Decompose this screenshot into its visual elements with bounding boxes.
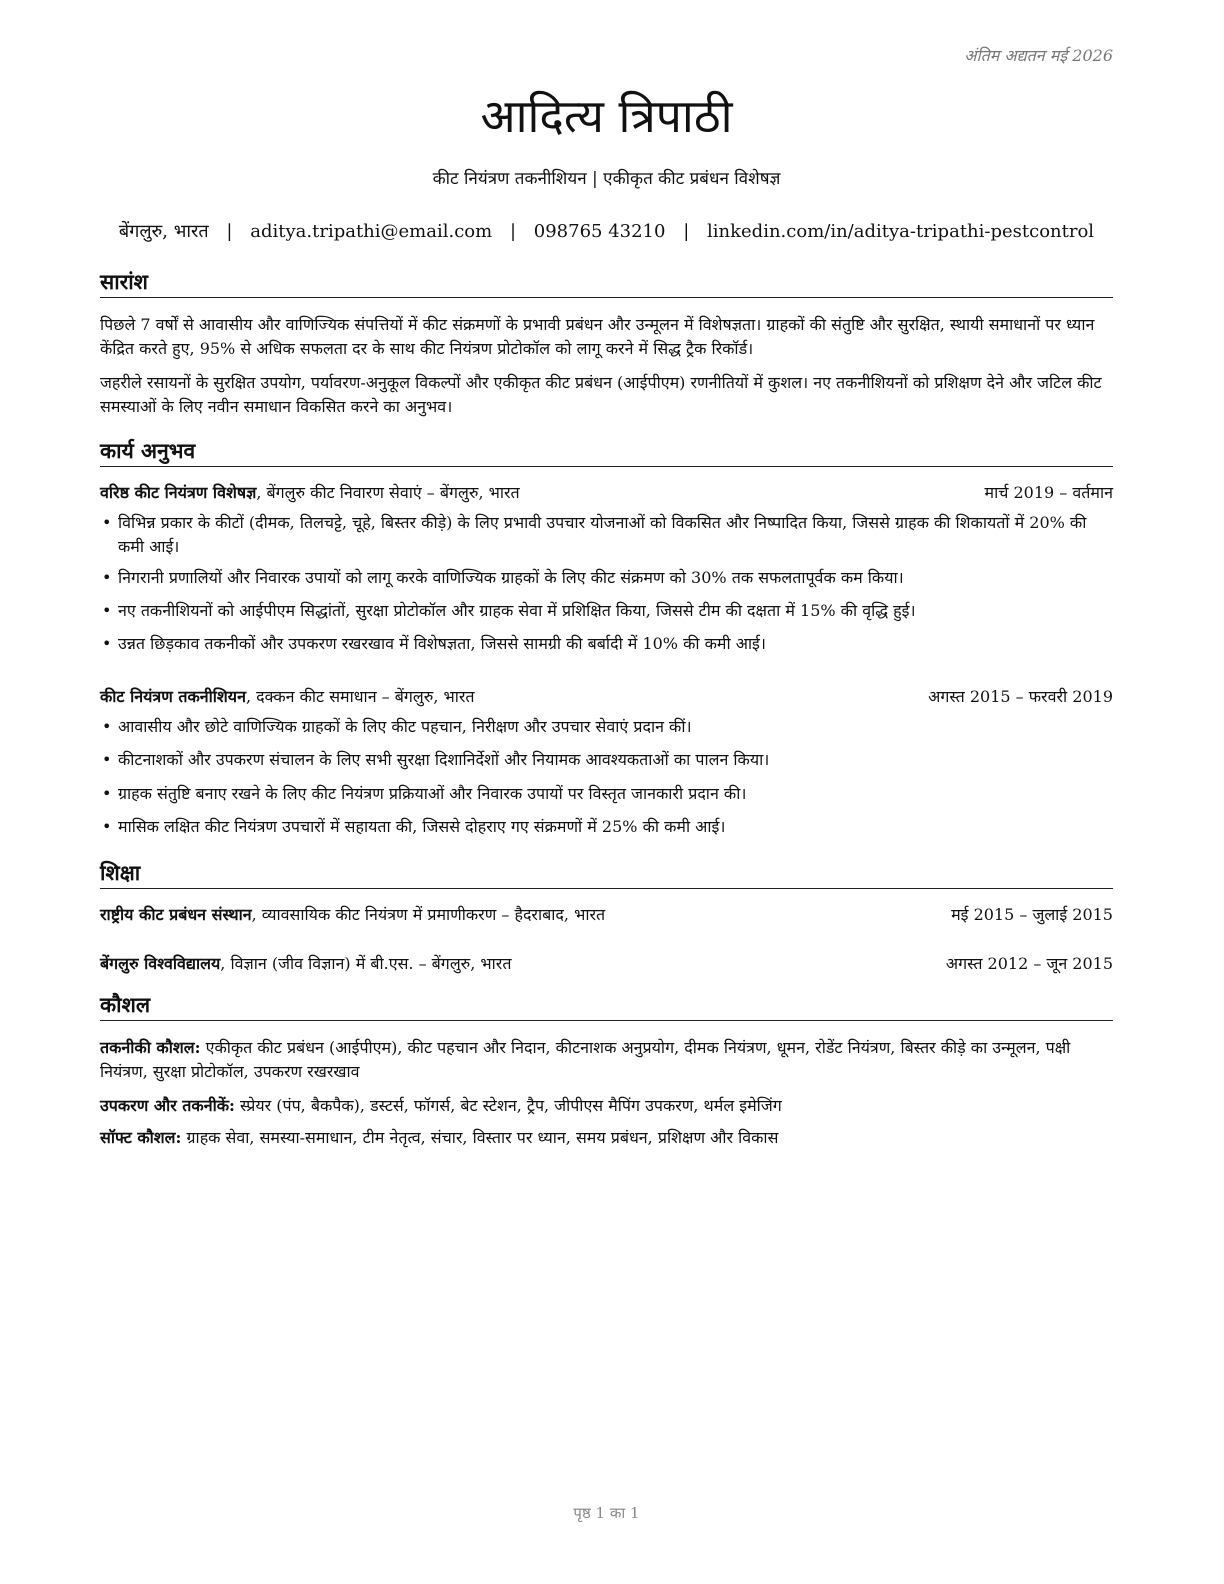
summary-paragraph: जहरीले रसायनों के सुरक्षित उपयोग, पर्यावरण-अनुकूल विकल्पों और एकीकृत कीट प्रबंधन (आईपीएम) रणनीतियों में कुशल। नए तकनीशियनों को प्रशिक्षण देने और जटिल कीट समस्याओं के लिए नवीन समाधान विकसित करने का अनुभव। [100,373,1102,416]
section-title-skills: कौशल [100,992,1113,1021]
bullet-dot: • [102,634,112,653]
education-dates: अगस्त 2012 – जून 2015 [945,954,1113,973]
job-header [100,481,1113,505]
job-bullet: • निगरानी प्रणालियों और निवारक उपायों को लागू करके वाणिज्यिक ग्राहकों के लिए कीट संक्रमण को 30% तक सफलतापूर्वक कम किया। [100,566,1113,590]
contact-email[interactable]: aditya.tripathi@email.com [250,221,493,242]
candidate-name: आदित्य त्रिपाठी [480,89,733,143]
contact-line [100,219,1113,243]
job-bullet: • नए तकनीशियनों को आईपीएम सिद्धांतों, सुरक्षा प्रोटोकॉल और ग्राहक सेवा में प्रशिक्षित किया, जिससे टीम की दक्षता में 15% की वृद्धि हुई। [100,599,1113,623]
contact-separator: | [509,221,517,242]
skill-line [100,1126,1113,1150]
skill-line [100,1036,1113,1084]
contact-linkedin[interactable]: linkedin.com/in/aditya-tripathi-pestcontrol [707,221,1095,242]
education-entry [100,903,1113,927]
contact-phone[interactable]: 098765 43210 [533,221,666,242]
education-detail: , विज्ञान (जीव विज्ञान) में बी.एस. – बेंगलुरु, भारत [220,954,512,973]
bullet-dot: • [102,784,112,803]
contact-separator: | [683,221,690,242]
job-bullet: • कीटनाशकों और उपकरण संचालन के लिए सभी सुरक्षा दिशानिर्देशों और नियामक आवश्यकताओं का पालन किया। [100,748,1113,772]
resume-page [100,0,1113,1584]
education-school: बेंगलुरु विश्वविद्यालय [100,954,221,973]
skill-label: सॉफ्ट कौशल: [100,1128,182,1147]
page-footer: पृष्ठ 1 का 1 [573,1504,640,1522]
skill-value: एकीकृत कीट प्रबंधन (आईपीएम), कीट पहचान और निदान, कीटनाशक अनुप्रयोग, दीमक नियंत्रण, धूमन, रोडेंट नियंत्रण, बिस्तर कीड़े का उन्मूलन, पक्षी नियंत्रण, सुरक्षा प्रोटोकॉल, उपकरण रखरखाव [100,1038,1071,1081]
section-title-summary: सारांश [100,269,1113,298]
education-school: राष्ट्रीय कीट प्रबंधन संस्थान [100,905,252,924]
job-org: , बेंगलुरु कीट निवारण सेवाएं – बेंगलुरु, भारत [256,483,520,502]
job-bullet: • ग्राहक संतुष्टि बनाए रखने के लिए कीट नियंत्रण प्रक्रियाओं और निवारक उपायों पर विस्तृत जानकारी प्रदान की। [100,782,1113,806]
contact-separator: | [226,221,233,242]
bullet-dot: • [102,513,112,532]
job-org: , दक्कन कीट समाधान – बेंगलुरु, भारत [245,687,475,706]
job-header [100,685,1113,709]
section-title-education: शिक्षा [100,860,1113,889]
job-bullet: • उन्नत छिड़काव तकनीकों और उपकरण रखरखाव में विशेषज्ञता, जिससे सामग्री की बर्बादी में 10% की कमी आई। [100,632,1113,656]
candidate-headline: कीट नियंत्रण तकनीशियन | एकीकृत कीट प्रबंधन विशेषज्ञ [432,169,781,189]
summary-paragraph: पिछले 7 वर्षों से आवासीय और वाणिज्यिक संपत्तियों में कीट संक्रमणों के प्रभावी प्रबंधन और उन्मूलन में विशेषज्ञता। ग्राहकों की संतुष्टि और सुरक्षित, स्थायी समाधानों पर ध्यान केंद्रित करते हुए, 95% से अधिक सफलता दर के साथ कीट नियंत्रण प्रोटोकॉल को लागू करने में सिद्ध ट्रैक रिकॉर्ड। [100,315,1095,358]
education-entry [100,952,1113,976]
bullet-dot: • [102,601,112,620]
job-role: कीट नियंत्रण तकनीशियन [100,687,246,706]
skill-line [100,1094,1113,1118]
job-bullet: • आवासीय और छोटे वाणिज्यिक ग्राहकों के लिए कीट पहचान, निरीक्षण और उपचार सेवाएं प्रदान कीं। [100,715,1113,739]
job-bullet: • विभिन्न प्रकार के कीटों (दीमक, तिलचट्टे, चूहे, बिस्तर कीड़े) के लिए प्रभावी उपचार योजनाओं को विकसित और निष्पादित किया, जिससे ग्राहक की शिकायतों में 20% की कमी आई। [102,513,1087,556]
bullet-dot: • [102,817,112,836]
education-dates: मई 2015 – जुलाई 2015 [951,905,1113,924]
education-detail: , व्यावसायिक कीट नियंत्रण में प्रमाणीकरण – हैदराबाद, भारत [251,905,606,924]
bullet-dot: • [102,717,112,736]
bullet-dot: • [102,568,112,587]
contact-location: बेंगलुरु, भारत [118,221,209,242]
section-title-experience: कार्य अनुभव [100,438,1113,467]
skill-label: उपकरण और तकनीकें: [100,1096,235,1115]
job-role: वरिष्ठ कीट नियंत्रण विशेषज्ञ [100,483,257,502]
skill-value: स्प्रेयर (पंप, बैकपैक), डस्टर्स, फॉगर्स, बेट स्टेशन, ट्रैप, जीपीएस मैपिंग उपकरण, थर्मल इमेजिंग [234,1096,782,1115]
job-dates: मार्च 2019 – वर्तमान [984,483,1113,502]
job-dates: अगस्त 2015 – फरवरी 2019 [928,687,1113,706]
last-updated-note: अंतिम अद्यतन मई 2026 [964,46,1113,65]
skill-label: तकनीकी कौशल: [100,1038,201,1057]
skill-value: ग्राहक सेवा, समस्या-समाधान, टीम नेतृत्व, संचार, विस्तार पर ध्यान, समय प्रबंधन, प्रशिक्षण और विकास [181,1128,779,1147]
bullet-dot: • [102,750,112,769]
job-bullet: • मासिक लक्षित कीट नियंत्रण उपचारों में सहायता की, जिससे दोहराए गए संक्रमणों में 25% की कमी आई। [100,815,1113,839]
